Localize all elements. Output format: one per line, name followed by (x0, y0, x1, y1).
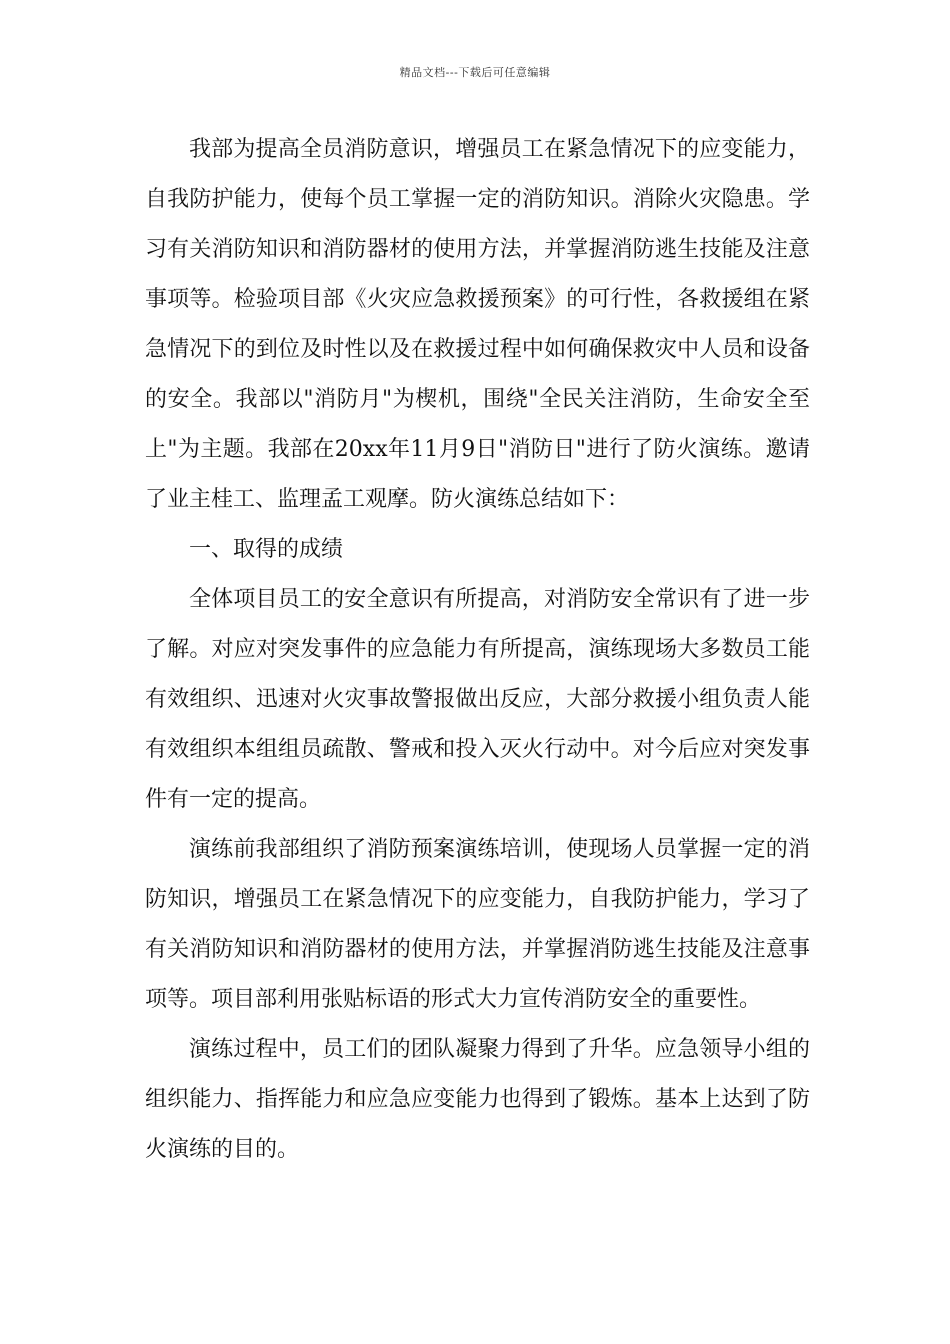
training-paragraph: 演练前我部组织了消防预案演练培训，使现场人员掌握一定的消防知识，增强员工在紧急情况下的应变能力，自我防护能力，学习了有关消防知识和消防器材的使用方法，并掌握消防逃生技能及注意事项等。项目部利用张贴标语的形式大力宣传消防安全的重要性。 (145, 837, 810, 1012)
intro-paragraph: 我部为提高全员消防意识，增强员工在紧急情况下的应变能力，自我防护能力，使每个员工掌握一定的消防知识。消除火灾隐患。学习有关消防知识和消防器材的使用方法，并掌握消防逃生技能及注意事项等。检验项目部《火灾应急救援预案》的可行性，各救援组在紧急情况下的到位及时性以及在救援过程中如何确保救灾中人员和设备的安全。我部以"消防月"为楔机，围绕"全民关注消防，生命安全至上"为主题。我部在20xx年11月9日"消防日"进行了防火演练。邀请了业主桂工、监理孟工观摩。防火演练总结如下： (145, 137, 810, 512)
achievement-paragraph: 全体项目员工的安全意识有所提高，对消防安全常识有了进一步了解。对应对突发事件的应急能力有所提高，演练现场大多数员工能有效组织、迅速对火灾事故警报做出反应，大部分救援小组负责人能有效组织本组组员疏散、警戒和投入灭火行动中。对今后应对突发事件有一定的提高。 (145, 587, 810, 812)
document-body (145, 125, 810, 1175)
section-heading: 一、取得的成绩 (189, 537, 344, 562)
process-paragraph: 演练过程中，员工们的团队凝聚力得到了升华。应急领导小组的组织能力、指挥能力和应急应变能力也得到了锻炼。基本上达到了防火演练的目的。 (145, 1037, 810, 1162)
page-header: 精品文档---下载后可任意编辑 (399, 66, 551, 79)
